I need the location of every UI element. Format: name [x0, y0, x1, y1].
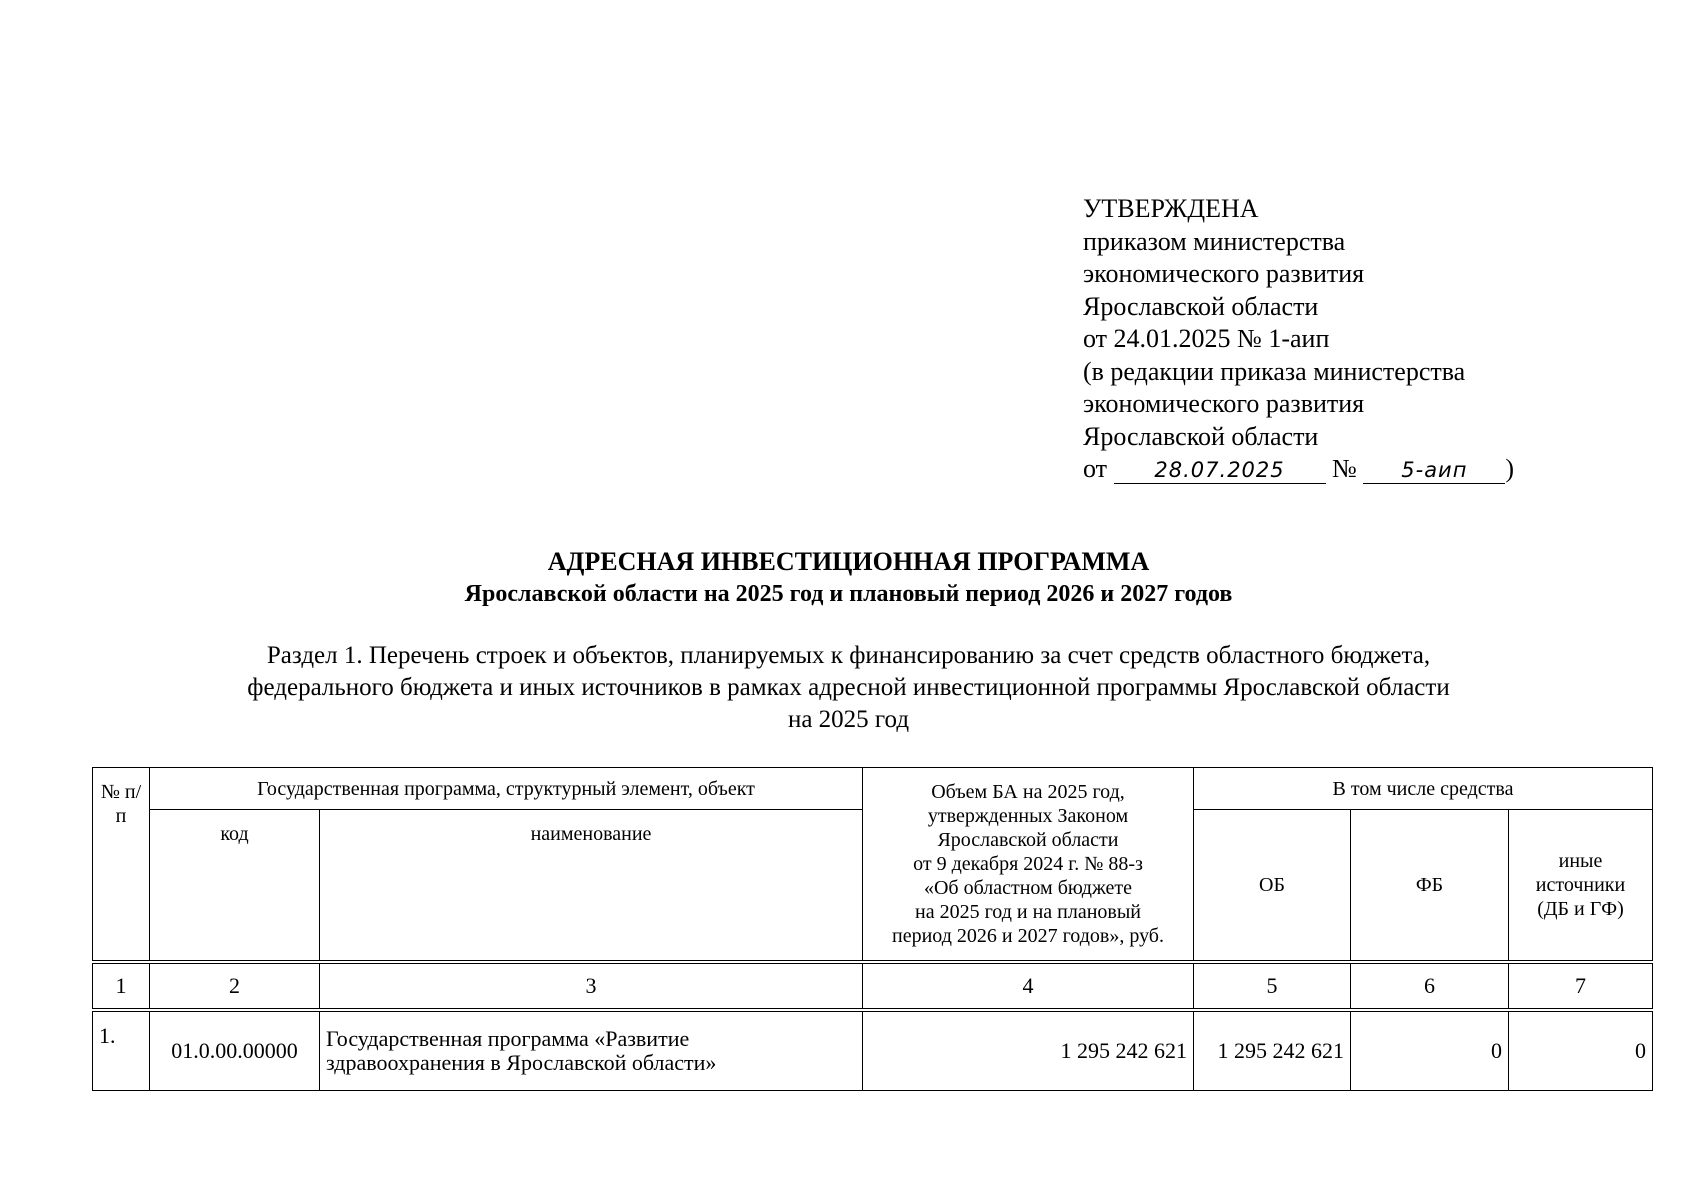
volume-line: от 9 декабря 2024 г. № 88-з — [913, 852, 1143, 875]
row-fb: 0 — [1351, 1010, 1509, 1091]
column-number-row — [93, 962, 1653, 1010]
approval-line: УТВЕРЖДЕНА — [1083, 194, 1259, 223]
number-sign: № — [1332, 454, 1357, 483]
approval-revision-line — [1083, 453, 1514, 486]
header-volume — [863, 768, 1194, 962]
title-main: АДРЕСНАЯ ИНВЕСТИЦИОННАЯ ПРОГРАММА — [547, 547, 1150, 576]
approval-line: Ярославской области — [1083, 421, 1319, 451]
volume-line: Объем БА на 2025 год, — [931, 780, 1125, 803]
header-ob: ОБ — [1194, 810, 1351, 962]
header-code: код — [150, 810, 320, 962]
row-name-line: здравоохранения в Ярославской области» — [326, 1049, 717, 1075]
volume-line: «Об областном бюджете — [923, 876, 1133, 899]
other-line: источники — [1535, 873, 1626, 896]
header-num: № п/п — [93, 768, 150, 962]
column-number: 6 — [1351, 962, 1509, 1010]
row-other: 0 — [1509, 1010, 1653, 1091]
volume-line: утвержденных Законом — [927, 804, 1129, 827]
header-name: наименование — [320, 810, 863, 962]
row-code: 01.0.00.00000 — [150, 1010, 320, 1091]
other-line: иные — [1558, 849, 1603, 872]
header-fb: ФБ — [1351, 810, 1509, 962]
handwritten-date: 28.07.2025 — [1114, 457, 1326, 484]
table-row — [93, 1010, 1653, 1091]
volume-line: Ярославской области — [937, 828, 1119, 851]
approval-line: Ярославской области — [1083, 291, 1319, 321]
column-number: 4 — [863, 962, 1194, 1010]
header-sources-group: В том числе средства — [1194, 768, 1653, 810]
other-line: (ДБ и ГФ) — [1537, 897, 1624, 920]
approval-line: (в редакции приказа министерства — [1083, 356, 1466, 386]
approval-line: экономического развития — [1083, 389, 1365, 418]
section-heading — [130, 640, 1567, 736]
row-name — [320, 1010, 863, 1091]
approval-line: от 24.01.2025 № 1-аип — [1083, 324, 1330, 353]
column-number: 5 — [1194, 962, 1351, 1010]
volume-line: период 2026 и 2027 годов», руб. — [892, 924, 1164, 947]
from-prefix: от — [1083, 454, 1108, 483]
row-volume: 1 295 242 621 — [863, 1010, 1194, 1091]
header-other — [1509, 810, 1653, 962]
header-program-group: Государственная программа, структурный элемент, объект — [150, 768, 863, 810]
column-number: 1 — [93, 962, 150, 1010]
section-line: Раздел 1. Перечень строек и объектов, планируемых к финансированию за счет средств областного бюджета, — [266, 642, 1431, 669]
row-name-line: Государственная программа «Развитие — [326, 1025, 690, 1051]
approval-stamp — [1083, 193, 1514, 486]
section-line: на 2025 год — [787, 706, 910, 733]
row-num: 1. — [93, 1010, 150, 1091]
handwritten-number: 5-аип — [1363, 457, 1505, 484]
column-number: 3 — [320, 962, 863, 1010]
close-paren: ) — [1505, 454, 1515, 483]
approval-line: экономического развития — [1083, 259, 1365, 288]
column-number: 7 — [1509, 962, 1653, 1010]
volume-line: на 2025 год и на плановый — [914, 900, 1141, 923]
approval-line: приказом министерства — [1083, 226, 1346, 256]
program-table — [92, 767, 1653, 1091]
column-number: 2 — [150, 962, 320, 1010]
document-title — [0, 546, 1697, 610]
section-line: федерального бюджета и иных источников в рамках адресной инвестиционной программы Ярославской области — [247, 674, 1450, 701]
header-row — [93, 768, 1653, 810]
title-sub: Ярославской области на 2025 год и плановый период 2026 и 2027 годов — [464, 581, 1233, 607]
row-ob: 1 295 242 621 — [1194, 1010, 1351, 1091]
